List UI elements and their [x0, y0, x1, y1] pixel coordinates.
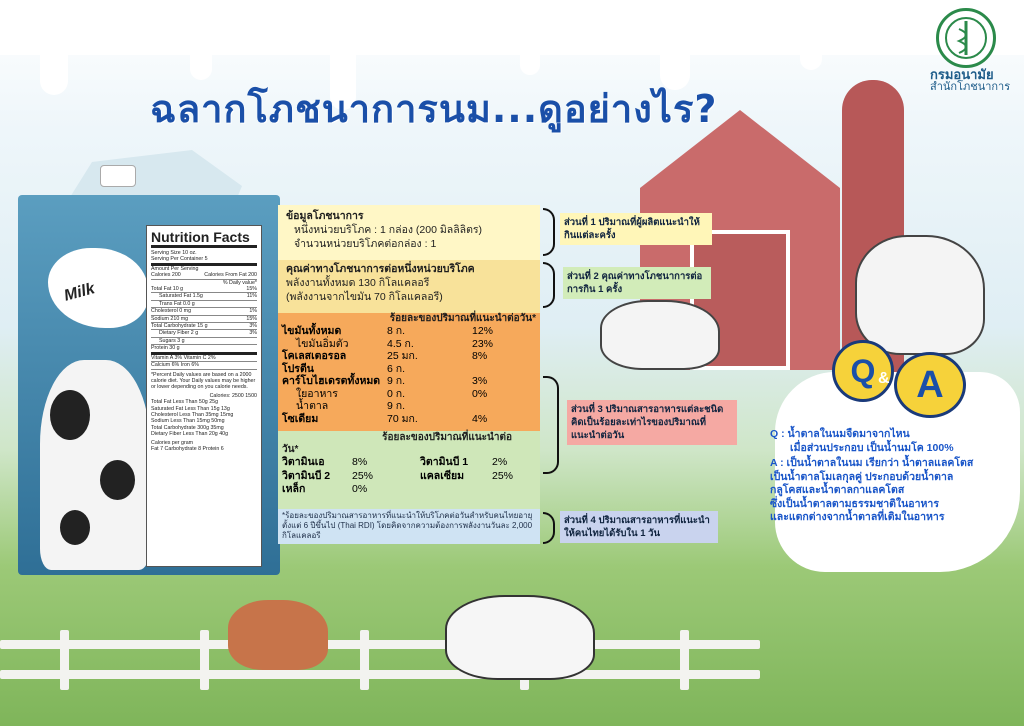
- section4-rdi-note: [278, 509, 540, 544]
- milk-drip: [520, 0, 540, 75]
- nutrient-row: คาร์โบไฮเดรตทั้งหมด 9 ก. 3%: [282, 375, 488, 387]
- nf-row: Trans Fat 0.0 g: [151, 301, 257, 308]
- nf-vitamins-1: Vitamin A 3% Vitamin C 2%: [151, 355, 257, 362]
- section2-title: คุณค่าทางโภชนาการต่อหนึ่งหน่วยบริโภค: [286, 263, 475, 275]
- nf-calories: Calories 200: [151, 272, 181, 279]
- section3b-header: ร้อยละของปริมาณที่แนะนำต่อ: [382, 432, 512, 443]
- nutrition-facts-label: [146, 225, 262, 567]
- nf-servings: Serving Per Container 5: [151, 256, 257, 265]
- brown-cow-illustration: [228, 600, 328, 670]
- section3b-header-cont: วัน*: [282, 444, 299, 455]
- milk-drip-top: [0, 0, 1024, 55]
- vitamin-row: วิตามินบี 2 25% แคลเซียม 25%: [282, 469, 514, 482]
- spotted-cow-illustration: [445, 595, 595, 680]
- nf-row: Cholesterol 0 mg 1%: [151, 308, 257, 315]
- qa-answer-line: เป็นน้ำตาลโมเลกุลคู่ ประกอบด้วยน้ำตาล: [770, 470, 954, 483]
- fence-rail: [0, 640, 760, 649]
- milk-label: Milk: [62, 280, 97, 305]
- ministry-logo: [936, 8, 996, 68]
- qa-answer-line: และแตกต่างจากน้ำตาลที่เติมในอาหาร: [770, 511, 945, 523]
- section2-line2: (พลังงานจากไขมัน 70 กิโลแคลอรี): [286, 291, 443, 303]
- nf-title: Nutrition Facts: [151, 229, 257, 248]
- nf-per-gram-detail: Fat 7 Carbohydrate 8 Protein 6: [151, 445, 224, 452]
- nf-vitamins-2: Calcium 6% Iron 6%: [151, 362, 257, 369]
- nf-row: Saturated Fat 1.5g 11%: [151, 293, 257, 300]
- note-section4: ส่วนที่ 4 ปริมาณสารอาหารที่แนะนำให้คนไทยได้รับใน 1 วัน: [560, 511, 718, 543]
- section2-energy: [278, 260, 540, 313]
- nf-limit: Saturated Fat Less Than 15g 13g: [151, 405, 230, 412]
- fence-post: [200, 630, 209, 690]
- nf-row: Dietary Fiber 2 g 3%: [151, 330, 257, 337]
- qa-answer-line: กลูโคสและน้ำตาลกาแลคโตส: [770, 484, 905, 496]
- nf-row: Total Carbohydrate 15 g 3%: [151, 323, 257, 330]
- fence-post: [680, 630, 689, 690]
- milk-drip: [660, 0, 690, 90]
- nf-dv-header: % Daily value*: [222, 279, 257, 286]
- note-section3: ส่วนที่ 3 ปริมาณสารอาหารแต่ละชนิดคิดเป็นร้อยละเท่าไรของปริมาณที่แนะนำต่อวัน: [567, 400, 737, 445]
- fence-rail: [0, 670, 760, 679]
- qa-answer: A : เป็นน้ำตาลในนม เรียกว่า น้ำตาลแลคโตส: [770, 457, 974, 469]
- nutrient-row: โคเลสเตอรอล 25 มก. 8%: [282, 350, 488, 362]
- nutrient-row: โซเดียม 70 มก. 4%: [282, 412, 488, 425]
- bracket-section2: [543, 262, 555, 308]
- nf-row: Total Fat 10 g 15%: [151, 286, 257, 293]
- department-name: [930, 68, 1020, 94]
- nf-limit: Sodium Less Than 15mg 50mg: [151, 418, 225, 425]
- section2-line1: พลังงานทั้งหมด 130 กิโลแคลอรี: [286, 277, 430, 289]
- fence-post: [360, 630, 369, 690]
- nutrient-row: น้ำตาล 9 ก.: [296, 400, 406, 412]
- vitamin-row: เหล็ก 0%: [282, 483, 368, 495]
- carton-cow-illustration: [40, 360, 150, 570]
- nf-limit: Cholesterol Less Than 35mg 15mg: [151, 411, 234, 418]
- qa-a-badge: A: [894, 352, 966, 418]
- section1-title: ข้อมูลโภชนาการ: [286, 210, 364, 222]
- qa-question-cont: เมื่อส่วนประกอบ เป็นน้ำนมโค 100%: [790, 441, 954, 454]
- nf-serving-size: Serving Size 10 oz.: [151, 250, 197, 256]
- nf-limit: Dietary Fiber Less Than 20g 40g: [151, 431, 229, 438]
- nutrient-row: ใยอาหาร 0 ก. 0%: [296, 387, 488, 400]
- note-section2: ส่วนที่ 2 คุณค่าทางโภชนาการต่อการกิน 1 ครั้ง: [563, 267, 711, 299]
- bracket-section3: [543, 376, 559, 474]
- milk-drip: [800, 0, 822, 70]
- section3-vitamins: [278, 431, 540, 509]
- note-section1: ส่วนที่ 1 ปริมาณที่ผู้ผลิตแนะนำให้กินแต่ละครั้ง: [560, 213, 712, 245]
- vitamin-row: วิตามินเอ 8% วิตามินบี 1 2%: [282, 456, 508, 468]
- qa-answer-line: ซึ่งเป็นน้ำตาลตามธรรมชาติในอาหาร: [770, 497, 939, 510]
- section3-header: ร้อยละของปริมาณที่แนะนำต่อวัน*: [389, 313, 536, 324]
- dept-line2: สำนักโภชนาการ: [930, 81, 1011, 93]
- milk-drip: [40, 0, 68, 95]
- section3-nutrients: [278, 313, 540, 431]
- nf-limit: Total Fat Less Than 50g 25g: [151, 399, 219, 406]
- qa-ampersand: &: [878, 370, 890, 387]
- section1-line1: หนึ่งหน่วยบริโภค : 1 กล่อง (200 มิลลิลิตร): [294, 224, 483, 236]
- qa-question: Q : น้ำตาลในนมจืดมาจากไหน: [770, 428, 910, 440]
- nf-limit: Total Carbohydrate 300g 35mg: [151, 424, 224, 431]
- page-title: ฉลากโภชนาการนม...ดูอย่างไร?: [150, 87, 718, 131]
- carton-cap: [100, 165, 136, 187]
- nf-row: Sugars 3 g: [151, 338, 257, 345]
- nf-rows: [151, 286, 257, 355]
- dept-line1: กรมอนามัย: [930, 67, 994, 82]
- qa-q-badge: Q: [832, 340, 894, 402]
- nutrient-row: ไขมันทั้งหมด 8 ก. 12%: [282, 325, 494, 337]
- nf-per-gram: Calories per gram: [151, 439, 194, 446]
- nf-cal-header: Calories: 2500 1500: [209, 392, 257, 399]
- nutrient-row: ไขมันอิ่มตัว 4.5 ก. 23%: [296, 337, 494, 350]
- resting-cow-illustration: [600, 300, 720, 370]
- nf-row: Protein 30 g: [151, 345, 257, 354]
- nutrient-row: โปรตีน 6 ก.: [282, 362, 406, 375]
- nf-footnote: *Percent Daily values are based on a 2000 calorie diet. Your Daily values may be higher or lower depending on you calorie needs.: [151, 371, 256, 391]
- milk-drip: [190, 0, 212, 80]
- section1-line2: จำนวนหน่วยบริโภคต่อกล่อง : 1: [294, 238, 437, 250]
- cow-head-illustration: [855, 235, 985, 355]
- qa-text: [770, 428, 1020, 525]
- bracket-section1: [543, 208, 555, 256]
- caduceus-icon: [939, 11, 993, 65]
- nf-amount: Amount Per Serving: [151, 265, 199, 272]
- section1-serving-info: [278, 205, 540, 260]
- nf-row: Sodium 210 mg 15%: [151, 315, 257, 322]
- section4-text: *ร้อยละของปริมาณสารอาหารที่แนะนำให้บริโภคต่อวันสำหรับคนไทยอายุตั้งแต่ 6 ปีขึ้นไป (Thai RDI) โดยคิดจากความต้องการพลังงานวันละ 2,000 กิโลแคลอรี: [282, 511, 533, 540]
- fence-post: [60, 630, 69, 690]
- nf-calories-fat: Calories From Fat 200: [204, 272, 257, 279]
